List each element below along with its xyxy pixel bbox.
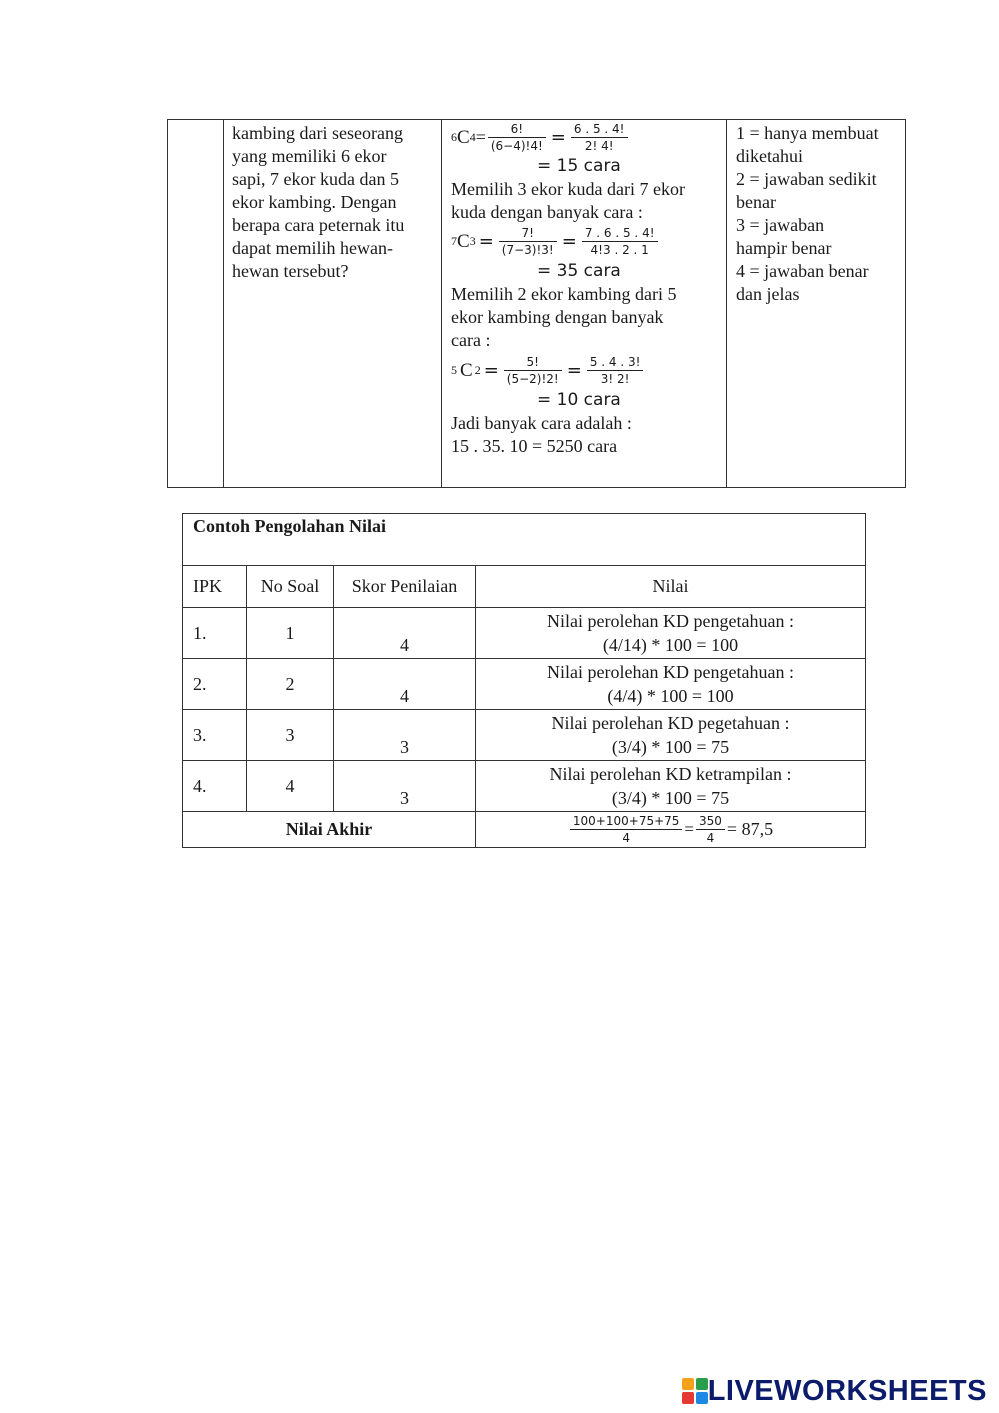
text-line: cara : [451,330,491,350]
cell-skor: 4 [334,659,476,710]
combination-symbol: C [460,359,473,381]
fraction-denominator: (7−3)!3! [501,243,554,257]
question-line: berapa cara peternak itu [232,215,405,235]
combination-r: 4 [469,129,476,144]
solution-text [451,120,723,458]
nilai-label: Nilai perolehan KD ketrampilan : [549,764,792,784]
combination-symbol: C [457,126,470,148]
text-line: Memilih 3 ekor kuda dari 7 ekor [451,179,685,199]
cell-skor: 3 [334,761,476,812]
rubric-line: diketahui [736,146,803,166]
fraction-denominator: 4!3 . 2 . 1 [590,243,649,257]
nilai-label: Nilai perolehan KD pengetahuan : [547,662,794,682]
equals-sign: = [475,126,486,147]
nilai-formula: (3/4) * 100 = 75 [611,788,730,808]
question-line: sapi, 7 ekor kuda dan 5 [232,169,399,189]
score-table [182,513,866,848]
equals-sign: = [483,359,499,381]
fraction [499,226,557,257]
final-formula [476,812,866,848]
cell-nilai [476,761,866,812]
question-line: yang memiliki 6 ekor [232,146,387,166]
fraction-numerator: 6! [488,122,546,138]
rubric-line: 1 = hanya membuat [736,123,879,143]
combination-n: 7 [451,234,457,248]
table-header-row [183,566,866,608]
question-line: ekor kambing. Dengan [232,192,397,212]
nilai-label: Nilai perolehan KD pengetahuan : [547,611,794,631]
combination-r: 3 [469,234,476,248]
column-divider [223,120,224,487]
fraction-numerator: 350 [696,814,725,830]
table-row [183,710,866,761]
rubric-line: 4 = jawaban benar [736,261,869,281]
cell-nilai [476,608,866,659]
combination-kambing [451,352,723,388]
text-line: ekor kambing dengan banyak [451,307,664,327]
header-skor: Skor Penilaian [334,566,476,608]
equals-sign: = [561,231,577,252]
rubric-line: 2 = jawaban sedikit [736,169,877,189]
cell-nilai [476,710,866,761]
cell-ipk: 4. [183,761,247,812]
rubric-line: dan jelas [736,284,800,304]
equals-sign: = [566,359,582,381]
cell-no-soal: 4 [247,761,334,812]
liveworksheets-logo[interactable] [682,1374,987,1407]
fraction-numerator: 6 . 5 . 4! [571,122,628,138]
cell-nilai [476,659,866,710]
cell-skor: 3 [334,710,476,761]
text-line: Memilih 2 ekor kambing dari 5 [451,284,677,304]
combination-sapi [451,120,723,154]
question-line: kambing dari seseorang [232,123,403,143]
question-line: dapat memilih hewan- [232,238,393,258]
final-result: = 87,5 [726,819,774,839]
rubric-line: benar [736,192,776,212]
fraction [587,355,644,386]
combination-kuda [451,224,723,259]
nilai-formula: (4/14) * 100 = 100 [602,635,739,655]
result-kuda: = 35 cara [537,261,621,281]
fraction-numerator: 7! [499,226,557,242]
fraction-numerator: 100+100+75+75 [570,814,683,830]
header-ipk: IPK [183,566,247,608]
cell-no-soal: 2 [247,659,334,710]
combination-symbol: C [457,231,470,252]
result-kambing: = 10 cara [537,390,621,410]
column-divider [726,120,727,487]
nilai-formula: (4/4) * 100 = 100 [607,686,734,706]
fraction [696,814,725,845]
text-line: kuda dengan banyak cara : [451,202,643,222]
problem-table [167,119,906,488]
fraction-denominator: 4 [706,831,715,845]
result-sapi: = 15 cara [537,156,621,176]
final-label: Nilai Akhir [183,812,476,848]
rubric-line: hampir benar [736,238,832,258]
rubric-line: 3 = jawaban [736,215,825,235]
equals-sign: = [478,231,494,252]
total-line: 15 . 35. 10 = 5250 cara [451,436,618,456]
header-no-soal: No Soal [247,566,334,608]
fraction-denominator: 4 [622,831,630,845]
table-row [183,608,866,659]
table-row [183,659,866,710]
fraction [582,226,658,257]
cell-no-soal: 3 [247,710,334,761]
fraction-denominator: (5−2)!2! [506,371,559,386]
fraction [488,122,546,153]
nilai-formula: (3/4) * 100 = 75 [611,737,730,757]
combination-r: 2 [474,362,481,377]
equals-sign: = [550,126,566,148]
table-title-row [183,514,866,566]
column-divider [441,120,442,487]
question-line: hewan tersebut? [232,261,349,281]
rubric-text [736,122,904,306]
table-title: Contoh Pengolahan Nilai [183,514,866,566]
fraction-numerator: 5! [504,355,562,371]
fraction-numerator: 5 . 4 . 3! [587,355,644,371]
final-row [183,812,866,848]
combination-n: 5 [451,362,457,377]
fraction-denominator: 2! 4! [584,138,614,153]
score-table-wrapper [182,513,866,847]
question-text [232,122,437,283]
fraction-denominator: 3! 2! [600,371,630,386]
combination-n: 6 [451,129,457,144]
cell-skor: 4 [334,608,476,659]
header-nilai: Nilai [476,566,866,608]
table-row [183,761,866,812]
text-line: Jadi banyak cara adalah : [451,413,632,433]
fraction [570,814,683,845]
cell-ipk: 2. [183,659,247,710]
cell-no-soal: 1 [247,608,334,659]
cell-ipk: 3. [183,710,247,761]
fraction [571,122,628,153]
liveworksheets-logo-icon [682,1378,708,1404]
cell-ipk: 1. [183,608,247,659]
fraction [504,355,562,386]
fraction-denominator: (6−4)!4! [490,138,543,153]
nilai-label: Nilai perolehan KD pegetahuan : [551,713,790,733]
logo-text: LIVEWORKSHEETS [707,1374,987,1407]
fraction-numerator: 7 . 6 . 5 . 4! [582,226,658,242]
equals-sign: = [684,819,695,839]
